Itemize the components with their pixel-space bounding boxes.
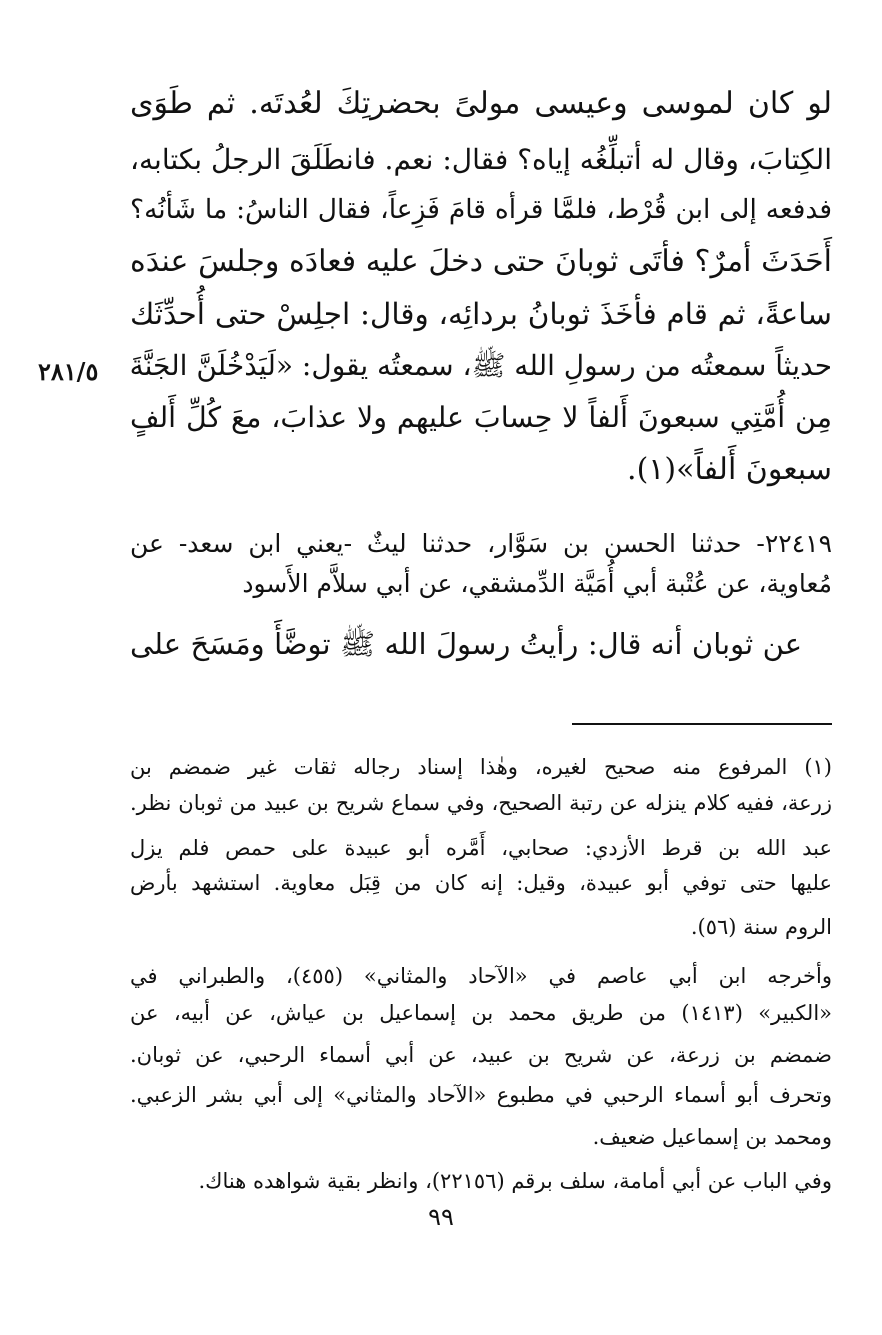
main-text-line: حديثاً سمعتُه من رسولِ الله ﷺ، سمعتُه يقول: «لَيَدْخُلَنَّ الجَنَّةَ xyxy=(129,349,832,382)
margin-reference: ٢٨١/٥ xyxy=(38,357,99,386)
main-text-line: فدفعه إلى ابن قُرْط، فلمَّا قرأه قامَ فَزِعاً، فقال الناسُ: ما شَأنُه؟ xyxy=(130,194,832,225)
footnote-line: وأخرجه ابن أبي عاصم في «الآحاد والمثاني» (٤٥٥)، والطبراني في xyxy=(130,964,832,988)
main-text-line: ساعةً، ثم قام فأخَذَ ثوبانُ بردائِه، وقال: اجلِسْ حتى أُحدِّثَك xyxy=(130,297,832,331)
hadith-isnad-line: ٢٢٤١٩- حدثنا الحسن بن سَوَّار، حدثنا ليثٌ -يعني ابن سعد- عن xyxy=(130,529,832,558)
page-number: ٩٩ xyxy=(428,1203,454,1231)
footnote-line: «الكبير» (١٤١٣) من طريق محمد بن إسماعيل بن عياش، عن أبيه، عن xyxy=(130,1001,833,1025)
main-text-line: أَحَدَثَ أمرٌ؟ فأتَى ثوبانَ حتى دخلَ عليه فعادَه وجلسَ عندَه xyxy=(130,244,832,279)
main-text-line: سبعونَ أَلفاً»(١). xyxy=(627,452,832,487)
hadith-isnad-line: مُعاوية، عن عُتْبة أبي أُمَيَّة الدِّمشقي، عن أبي سلاَّم الأَسود xyxy=(242,569,832,598)
footnote-divider xyxy=(572,723,832,725)
footnote-line: عليها حتى توفي أبو عبيدة، وقيل: إنه كان من قِبَل معاوية. استشهد بأرض xyxy=(130,871,832,895)
footnote-line: زرعة، ففيه كلام ينزله عن رتبة الصحيح، وفي سماع شريح بن عبيد من ثوبان نظر. xyxy=(130,791,832,815)
footnote-line: ضمضم بن زرعة، عن شريح بن عبيد، عن أبي أسماء الرحبي، عن ثوبان. xyxy=(130,1043,832,1067)
footnote-line: عبد الله بن قرط الأزدي: صحابي، أَمَّره أبو عبيدة على حمص فلم يزل xyxy=(130,836,832,860)
footnote-line: الروم سنة (٥٦). xyxy=(690,915,832,939)
footnote-line: وفي الباب عن أبي أمامة، سلف برقم (٢٢١٥٦)، وانظر بقية شواهده هناك. xyxy=(198,1169,832,1193)
main-text-line: لو كان لموسى وعيسى مولىً بحضرتِكَ لعُدتَه. ثم طَوَى xyxy=(130,86,832,121)
hadith-text-line: عن ثوبان أنه قال: رأيتُ رسولَ الله ﷺ توضَّأَ ومَسَحَ على xyxy=(130,627,802,661)
footnote-line: وتحرف أبو أسماء الرحبي في مطبوع «الآحاد والمثاني» إلى أبي بشر الزعبي. xyxy=(130,1083,832,1107)
footnote-line: (١) المرفوع منه صحيح لغيره، وهٰذا إسناد رجاله ثقات غير ضمضم بن xyxy=(130,755,832,779)
main-text-line: مِن أُمَّتِي سبعونَ أَلفاً لا حِسابَ عليهم ولا عذابَ، معَ كُلِّ أَلفٍ xyxy=(130,401,832,434)
footnote-line: ومحمد بن إسماعيل ضعيف. xyxy=(592,1125,832,1149)
main-text-line: الكِتابَ، وقال له أتبلِّغُه إياه؟ فقال: نعم. فانطَلَقَ الرجلُ بكتابه، xyxy=(130,143,832,176)
